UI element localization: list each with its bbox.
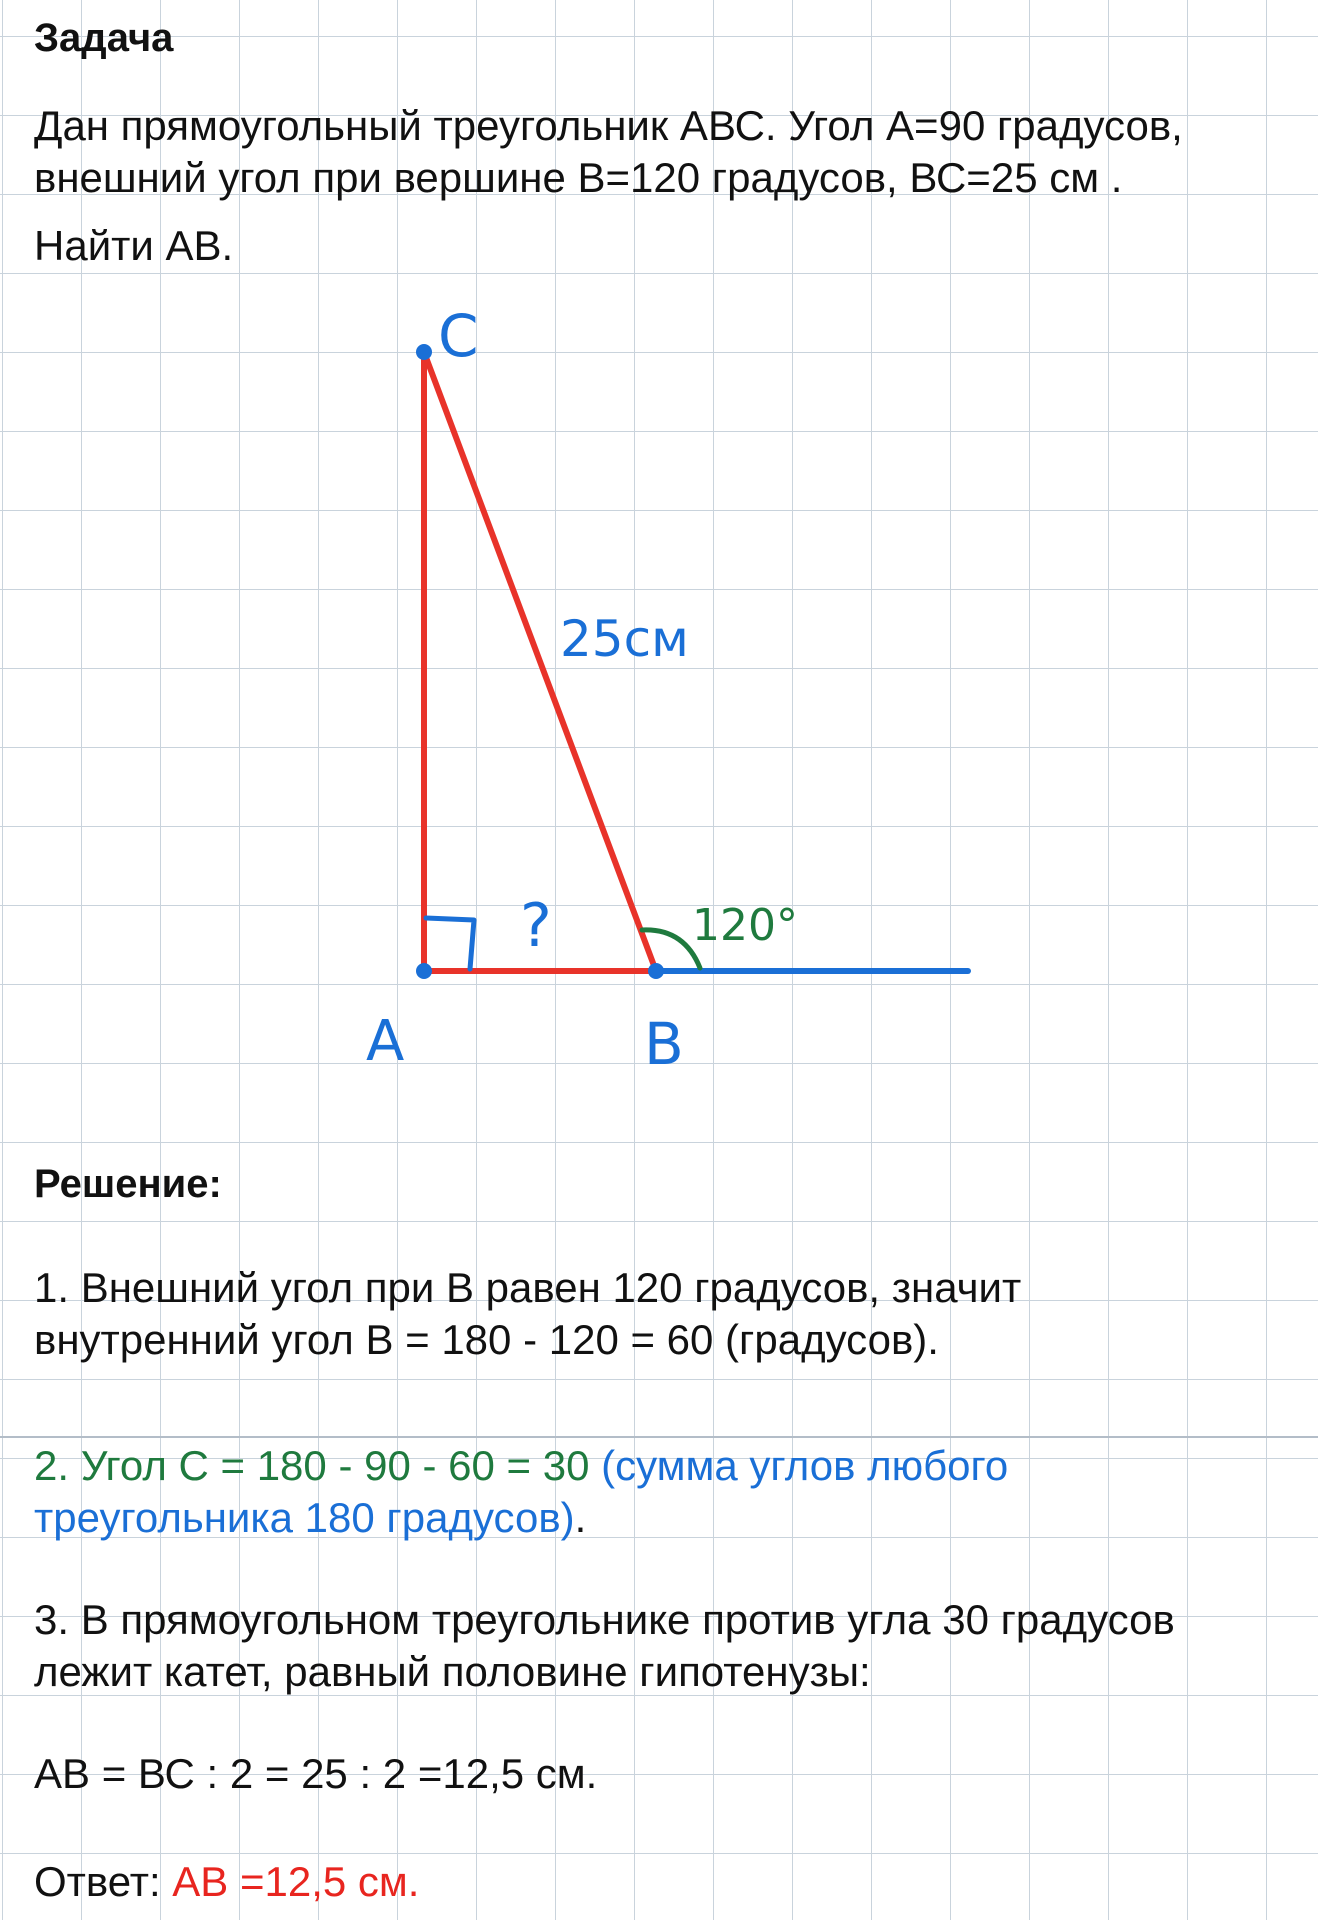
vertex-a-point (416, 963, 432, 979)
step-2-note-end: треугольника 180 градусов) (34, 1494, 575, 1541)
step-2-line-1 (34, 1440, 1008, 1492)
answer-value: АВ =12,5 см. (172, 1858, 420, 1905)
vertex-b-label: B (644, 1010, 684, 1078)
triangle-figure (0, 280, 1318, 1120)
vertex-b-point (648, 963, 664, 979)
step-2-main: 2. Угол С = 180 - 90 - 60 = 30 (34, 1442, 590, 1489)
vertex-a-label: A (366, 1009, 405, 1074)
problem-question: Найти АВ. (34, 222, 234, 269)
problem-condition-line-2: внешний угол при вершине В=120 градусов, ВС=25 см . (34, 154, 1123, 201)
unknown-side-label: ? (520, 891, 552, 961)
right-angle-mark (426, 918, 474, 969)
step-2-note-start: (сумма углов любого (589, 1442, 1009, 1489)
step-3-line-2: лежит катет, равный половине гипотенузы: (34, 1648, 871, 1695)
separator-line (0, 1436, 1318, 1438)
step-2-line-2 (34, 1492, 586, 1544)
exterior-angle-label: 120° (692, 900, 798, 951)
step-1-line-1: 1. Внешний угол при В равен 120 градусов, значит (34, 1264, 1022, 1311)
step-2-period: . (574, 1494, 587, 1541)
step-1-line-2: внутренний угол В = 180 - 120 = 60 (градусов). (34, 1316, 939, 1363)
vertex-c-point (416, 344, 432, 360)
calculation-line: АВ = ВС : 2 = 25 : 2 =12,5 см. (34, 1750, 598, 1797)
solution-heading: Решение: (34, 1162, 222, 1206)
hypotenuse-length-label: 25см (560, 610, 689, 668)
answer-line (34, 1856, 419, 1908)
problem-condition-line-1: Дан прямоугольный треугольник АВС. Угол А=90 градусов, (34, 102, 1183, 149)
vertex-c-label: C (438, 302, 479, 370)
problem-heading: Задача (34, 16, 174, 60)
answer-label: Ответ: (34, 1858, 173, 1905)
step-3-line-1: 3. В прямоугольном треугольнике против угла 30 градусов (34, 1596, 1175, 1643)
